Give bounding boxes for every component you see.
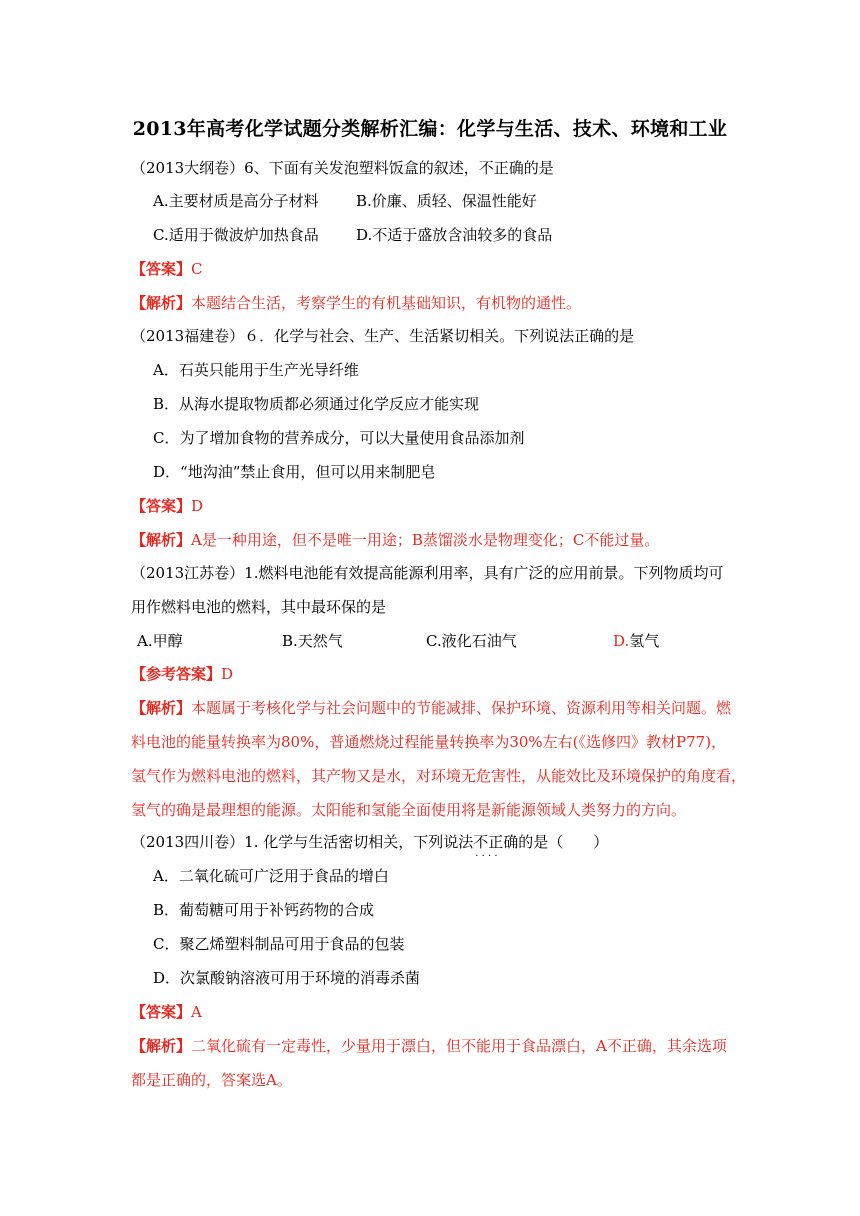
q3-analysis-line1 [131,698,731,718]
q2-analysis [131,530,659,550]
q1-answer-label: 【答案】 [131,260,192,278]
q3-stem-line2: 用作燃料电池的燃料，其中最环保的是 [131,598,387,616]
q4-stem [131,832,608,852]
q1-stem: （2013大纲卷）6、下面有关发泡塑料饭盒的叙述，不正确的是 [131,159,554,177]
q4-analysis-line2: 都是正确的，答案选A。 [131,1071,292,1089]
q4-option-b: B．葡萄糖可用于补钙药物的合成 [153,901,375,919]
q1-option-a: A.主要材质是高分子材料 [153,192,319,210]
q4-option-c: C．聚乙烯塑料制品可用于食品的包装 [153,935,405,953]
q3-answer [131,664,233,684]
q1-analysis [131,293,581,313]
q4-stem-pre: （2013四川卷）1. 化学与生活密切相关，下列说法 [131,833,474,851]
q4-analysis-text1: 二氧化硫有一定毒性，少量用于漂白，但不能用于食品漂白，A不正确，其余选项 [191,1037,727,1055]
q3-analysis-text1: 本题属于考核化学与社会问题中的节能减排、保护环境、资源利用等相关问题。燃 [191,699,732,717]
q2-option-c: C．为了增加食物的营养成分，可以大量使用食品添加剂 [153,429,525,447]
q2-option-b: B．从海水提取物质都必须通过化学反应才能实现 [153,395,480,413]
q2-answer-value: D [191,497,204,515]
q2-analysis-label: 【解析】 [131,531,192,549]
q1-option-d: D.不适于盛放含油较多的食品 [356,226,553,244]
q4-answer [131,1002,202,1022]
q3-answer-label: 【参考答案】 [131,665,222,683]
q3-stem-line1: （2013江苏卷）1.燃料电池能有效提高能源利用率，具有广泛的应用前景。下列物质均可 [131,564,724,582]
q4-option-d: D．次氯酸钠溶液可用于环境的消毒杀菌 [153,969,421,987]
q4-answer-label: 【答案】 [131,1003,192,1021]
q3-option-d [613,631,659,651]
q1-analysis-label: 【解析】 [131,294,192,312]
q2-option-d: D．“地沟油”禁止食用，但可以用来制肥皂 [153,463,436,481]
q3-option-d-letter: D. [613,632,630,650]
page-title: 2013年高考化学试题分类解析汇编：化学与生活、技术、环境和工业 [132,118,728,140]
q4-option-a: A．二氧化硫可广泛用于食品的增白 [153,867,389,885]
q2-answer [131,496,203,516]
q3-analysis-label: 【解析】 [131,699,192,717]
q1-answer [131,259,203,279]
q3-analysis-line3: 氢气作为燃料电池的燃料，其产物又是水，对环境无危害性，从能效比及环境保护的角度看， [131,767,747,785]
q3-option-b: B.天然气 [282,632,343,650]
q2-analysis-text: A是一种用途，但不是唯一用途；B蒸馏淡水是物理变化；C不能过量。 [191,531,660,549]
q1-answer-value: C [191,260,203,278]
q3-analysis-line2: 料电池的能量转换率为80%，普通燃烧过程能量转换率为30%左右(《选修四》教材P77)， [131,733,727,751]
q4-stem-emphasis: 不正确 · · · · [473,833,518,851]
q4-analysis-line1 [131,1036,727,1056]
q1-option-c: C.适用于微波炉加热食品 [153,226,319,244]
q4-answer-value: A [191,1003,202,1021]
q4-analysis-label: 【解析】 [131,1037,192,1055]
q3-option-c: C.液化石油气 [426,632,517,650]
q1-analysis-text: 本题结合生活，考察学生的有机基础知识，有机物的通性。 [191,294,582,312]
q3-option-d-text: 氢气 [629,632,660,650]
q3-option-a: A.甲醇 [137,632,183,650]
q2-stem: （2013福建卷）６．化学与社会、生产、生活紧切相关。下列说法正确的是 [131,327,635,345]
q3-answer-value: D [221,665,234,683]
q4-stem-post: 的是（ ） [518,833,609,851]
q2-option-a: A．石英只能用于生产光导纤维 [153,361,359,379]
q2-answer-label: 【答案】 [131,497,192,515]
q1-option-b: B.价廉、质轻、保温性能好 [356,192,537,210]
q3-analysis-line4: 氢气的确是最理想的能源。太阳能和氢能全面使用将是新能源领域人类努力的方向。 [131,801,687,819]
